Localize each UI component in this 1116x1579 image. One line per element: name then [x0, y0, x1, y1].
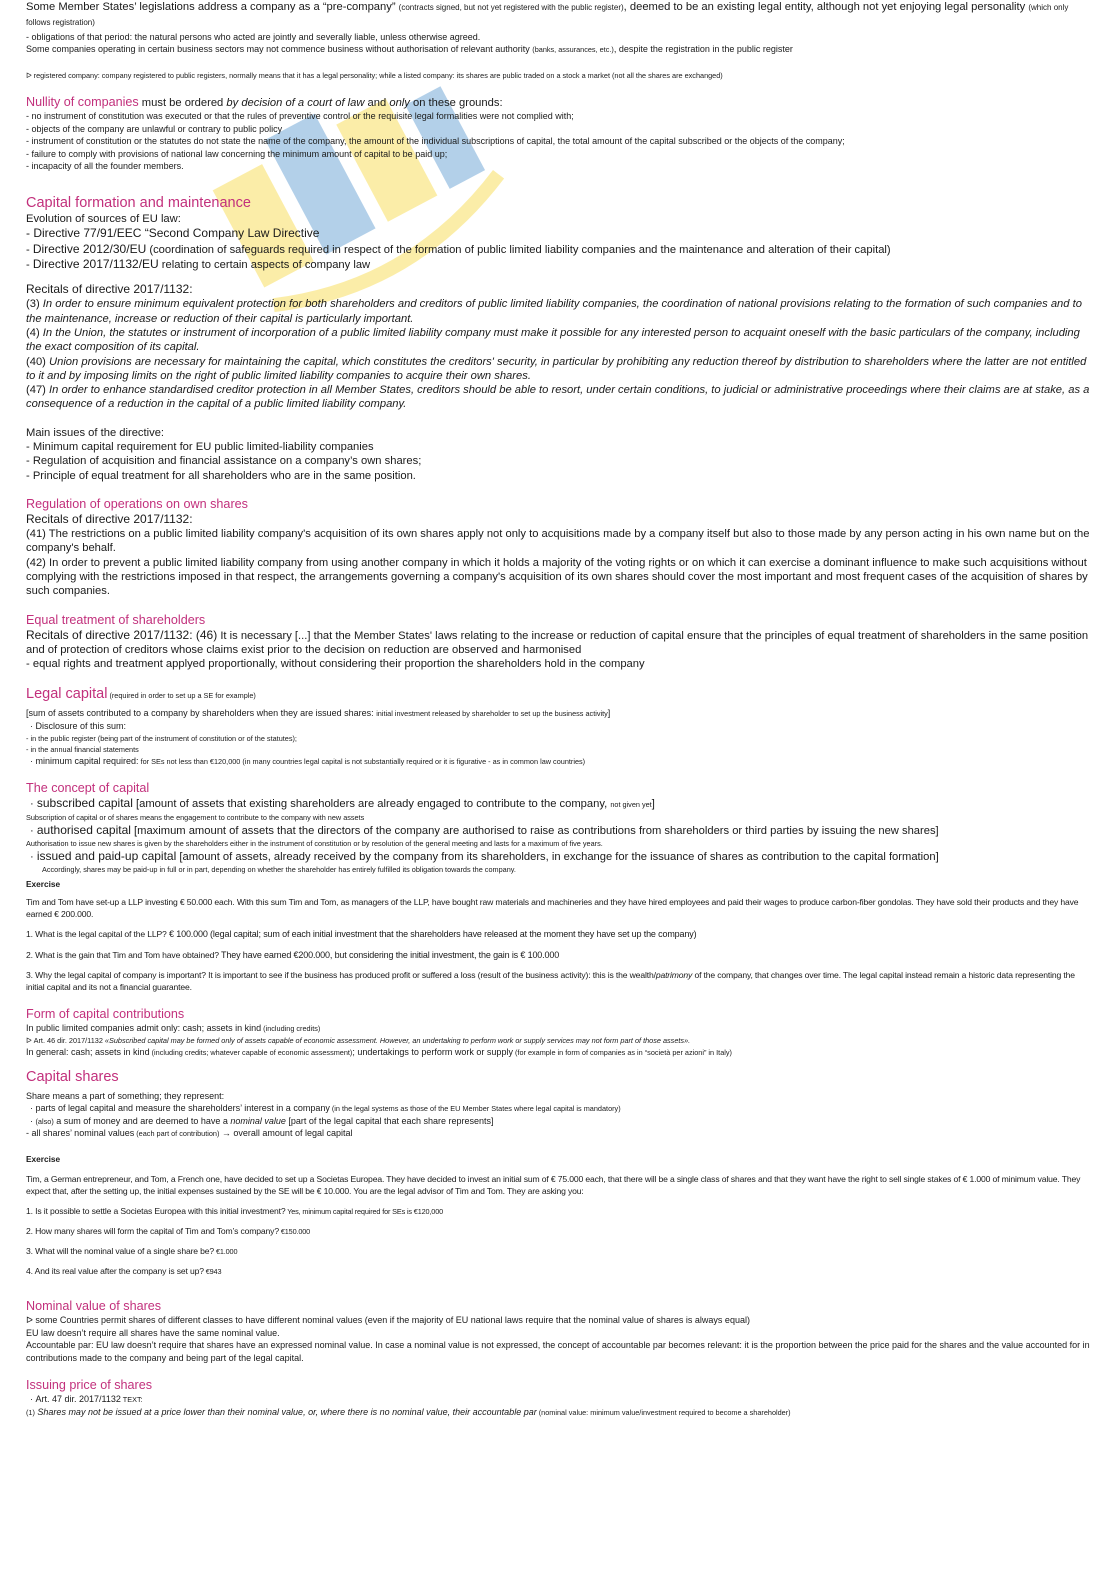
list-item: - failure to comply with provisions of national law concerning the minimum amount of capital to be paid up; [26, 148, 1090, 161]
main-issues-list [26, 440, 1090, 483]
exercise-label-2: Exercise [26, 1153, 61, 1164]
shares-bullet-1: · parts of legal capital and measure the shareholders’ interest in a company (in the legal systems as those of the EU Member States where legal capital is mandatory) [26, 1102, 1090, 1115]
capital-shares-heading: Capital shares [26, 1068, 119, 1085]
intro-paragraph-2: Some companies operating in certain business sectors may not commence business without authorisation of relevant authority (banks, assurances, etc.), despite the registration in the public register [26, 44, 793, 55]
shares-bullet-2: · (also) a sum of money and are deemed to have a nominal value [part of the legal capital that each share represents] [26, 1115, 1090, 1128]
issued-capital-item: · issued and paid-up capital [amount of assets, already received by the company from its shareholders, in exchange for the issuance of shares as contribution to the capital formation] [26, 849, 1090, 864]
list-item: - instrument of constitution or the statutes do not state the name of the company, the amount of the individual subscriptions of capital, the total amount of the capital subscribed or the objects of the company; [26, 135, 1090, 148]
list-item: - Minimum capital requirement for EU public limited-liability companies [26, 440, 1090, 454]
exercise2-question-4: 4. And its real value after the company is set up? €943 [26, 1265, 222, 1276]
list-item: - Regulation of acquisition and financial assistance on a company’s own shares; [26, 454, 1090, 468]
own-shares-heading: Regulation of operations on own shares [26, 496, 248, 511]
form-heading: Form of capital contributions [26, 1007, 185, 1022]
article-47-p1: (1) Shares may not be issued at a price lower than their nominal value, or, where there is no nominal value, their accountable par (nominal value: minimum value/investment required to become a shareholder) [26, 1406, 791, 1417]
form-line-2: ᐅ Art. 46 dir. 2017/1132 «Subscribed capital may be formed only of assets capable of economic assessment. However, an undertaking to perform work or supply services may not form part of those assets». [26, 1035, 691, 1045]
list-item: - Directive 2012/30/EU (coordination of safeguards required in respect of the formation of public limited liability companies and the maintenance and alteration of their capital) [26, 242, 1090, 257]
form-line-3: In general: cash; assets in kind (including credits; whatever capable of economic assessment); undertakings to perform work or supply (for example in form of companies as in “società per azioni” in Italy) [26, 1046, 732, 1057]
main-issues-heading: Main issues of the directive: [26, 426, 165, 439]
minimum-capital-item: · minimum capital required: for SEs not less than €120,000 (in many countries legal capital is not substantially required or it is figurative - as in common law countries) [26, 755, 1090, 768]
issued-note: Accordingly, shares may be paid-up in full or in part, depending on whether the shareholder has entirely fulfilled its obligation towards the company. [42, 865, 516, 875]
list-item: - in the annual financial statements [26, 744, 1090, 755]
list-item: - Directive 2017/1132/EU relating to certain aspects of company law [26, 257, 1090, 272]
subscribed-capital-item: · subscribed capital [amount of assets that existing shareholders are already engaged to contribute to the company, not given yet] [26, 796, 1090, 811]
nominal-p2: EU law doesn’t require all shares have the same nominal value. [26, 1327, 280, 1338]
shares-list-item: - all shares’ nominal values (each part of contribution) → overall amount of legal capital [26, 1127, 1090, 1140]
list-item: - Principle of equal treatment for all shareholders who are in the same position. [26, 469, 1090, 483]
list-item: - objects of the company are unlawful or contrary to public policy [26, 123, 1090, 136]
form-line-1: In public limited companies admit only: cash; assets in kind (including credits) [26, 1023, 321, 1034]
document-page [26, 0, 1090, 1418]
exercise-text-2: Tim, a German entrepreneur, and Tom, a French one, have decided to set up a Societas Europea. They have decided to invest an initial sum of € 75.000 each, that there will be a single class of shares and that they want have the right to sell single stakes of € 1.000 of minimum value. They expect that, after the setting up, the initial expenses sustained by the SE will be € 10.000. You are the legal advisor of Tim and Tom. They are asking you: [26, 1173, 1081, 1196]
recital-41: (41) The restrictions on a public limited liability company's acquisition of its own shares apply not only to acquisitions made by a company itself but also to those made by any person acting in his own name but on the company's behalf. [26, 528, 1090, 555]
sources-list [26, 226, 1090, 272]
nominal-value-heading: Nominal value of shares [26, 1298, 162, 1313]
nullity-heading: Nullity of companies [26, 94, 139, 109]
equal-list-item: - equal rights and treatment applyed proportionally, without considering their proportion the shareholders hold in the company [26, 657, 1090, 671]
exercise-label: Exercise [26, 879, 61, 890]
recitals-heading-2: Recitals of directive 2017/1132: [26, 511, 193, 526]
nominal-p3: Accountable par: EU law doesn’t require that shares have an expressed nominal value. In case a nominal value is not expressed, the concept of accountable par becomes relevant: it is the proportion between the price paid for the shares and the value accounted for in contributions made to the company and being part of the legal capital. [26, 1340, 1090, 1363]
nominal-p1: ᐅ some Countries permit shares of different classes to have different nominal values (even if the majority of EU national laws require that the nominal value of shares is always equal) [26, 1314, 750, 1325]
list-item: - in the public register (being part of the instrument of constitution or of the statutes); [26, 733, 1090, 744]
legal-capital-heading-line: Legal capital (required in order to set up a SE for example) [26, 686, 256, 703]
recital-46: Recitals of directive 2017/1132: (46) It is necessary [...] that the Member States' laws relating to the increase or reduction of capital ensure that the principles of equal treatment of shareholders in the same position and of protection of creditors whose claims exist prior to the decision on reduction are observed and harmonised [26, 627, 1089, 656]
recitals-heading: Recitals of directive 2017/1132: [26, 282, 193, 297]
exercise-question-2: 2. What is the gain that Tim and Tom have obtained? They have earned €200.000, but considering the initial investment, the gain is € 100.000 [26, 949, 560, 960]
list-item: - no instrument of constitution was executed or that the rules of preventive control or the requisite legal formalities were not complied with; [26, 110, 1090, 123]
article-47-item: · Art. 47 dir. 2017/1132 TEXT: [26, 1393, 1090, 1406]
exercise2-question-1: 1. Is it possible to settle a Societas Europea with this initial investment? Yes, minimum capital required for SEs is €120,000 [26, 1205, 444, 1216]
recital-47: (47) In order to enhance standardised creditor protection in all Member States, creditors should be able to resort, under certain conditions, to judicial or administrative proceedings where their claims are at stake, as a consequence of a reduction in the capital of a public limited liability company. [26, 384, 1090, 411]
evolution-lead: Evolution of sources of EU law: [26, 213, 181, 226]
authorised-capital-item: · authorised capital [maximum amount of assets that the directors of the company are authorised to raise as contributions from shareholders or third parties by issuing the new shares] [26, 823, 1090, 838]
legal-capital-definition: [sum of assets contributed to a company by shareholders when they are issued shares: initial investment released by shareholder to set up the business activity] [26, 708, 611, 719]
exercise2-question-3: 3. What will the nominal value of a single share be? €1.000 [26, 1245, 238, 1256]
recital-40: (40) Union provisions are necessary for maintaining the capital, which constitutes the creditors' security, in particular by prohibiting any reduction thereof by distribution to shareholders where the latter are not entitled to it and by imposing limits on the right of public limited liability companies to acquire their own shares. [26, 355, 1087, 382]
intro-list-item: - obligations of that period: the natural persons who acted are jointly and severally liable, unless otherwise agreed. [26, 31, 1090, 44]
legal-capital-heading: Legal capital [26, 686, 108, 703]
shares-lead: Share means a part of something; they represent: [26, 1090, 225, 1101]
exercise2-question-2: 2. How many shares will form the capital of Tim and Tom’s company? €150.000 [26, 1225, 311, 1236]
concept-heading: The concept of capital [26, 781, 150, 796]
disclosure-list [26, 733, 1090, 755]
list-item: - Directive 77/91/EEC “Second Company Law Directive [26, 226, 1090, 241]
exercise-text: Tim and Tom have set-up a LLP investing € 50.000 each. With this sum Tim and Tom, as managers of the LLP, have bought raw materials and machineries and they have hired employees and paid their wages to produce carbon-fiber gondolas. They have sold their products and they have earned € 200.000. [26, 897, 1079, 920]
exercise-question-3: 3. Why the legal capital of company is important? It is important to see if the business has produced profit or suffered a loss (result of the business activity): this is the wealth/patrimony of the company, that changes over time. The legal capital instead remain a historic data representing the initial capital and its not a financial guarantee. [26, 970, 1075, 993]
recital-3: (3) In order to ensure minimum equivalent protection for both shareholders and creditors of public limited liability companies, the coordination of national provisions relating to the formation of such companies and to the maintenance, increase or reduction of their capital is particularly important. [26, 298, 1082, 325]
exercise-question-1: 1. What is the legal capital of the LLP? € 100.000 (legal capital; sum of each initial investment that the shareholders have released at the moment they have set up the company) [26, 929, 697, 940]
intro-paragraph: Some Member States’ legislations address a company as a “pre-company” (contracts signed, but not yet registered with the public register), deemed to be an existing legal entity, although not yet enjoying legal personality (which only follows registration) [26, 1, 1069, 28]
nullity-list [26, 110, 1090, 173]
nullity-lead: Nullity of companies must be ordered by decision of a court of law and only on these grounds: [26, 94, 503, 109]
disclosure-item: · Disclosure of this sum: [26, 720, 1090, 733]
subscribed-note: Subscription of capital or of shares means the engagement to contribute to the company with new assets [26, 812, 365, 822]
authorised-note: Authorisation to issue new shares is given by the shareholders either in the instrument of constitution or by resolution of the general meeting and lasts for a maximum of five years. [26, 838, 603, 848]
list-item: - incapacity of all the founder members. [26, 160, 1090, 173]
recital-4: (4) In the Union, the statutes or instrument of incorporation of a public limited liability company must make it possible for any interested person to acquaint oneself with the basic particulars of the company, including the exact composition of its capital. [26, 326, 1080, 354]
capital-formation-heading: Capital formation and maintenance [26, 195, 251, 212]
equal-treatment-heading: Equal treatment of shareholders [26, 612, 206, 627]
recital-42: (42) In order to prevent a public limited liability company from using another company in which it holds a majority of the voting rights or on which it can exercise a dominant influence to make such acquisitions without complying with the restrictions imposed in that respect, the arrangements governing a company's acquisition of its own shares should cover the most important and most frequent cases of the acquisition of shares by such companies. [26, 556, 1088, 598]
issuing-price-heading: Issuing price of shares [26, 1378, 152, 1393]
registered-company-note: ᐅ registered company: company registered to public registers, normally means that it has a legal personality; while a listed company: its shares are public traded on a stock a market (not all the shares are exchanged) [26, 70, 723, 80]
